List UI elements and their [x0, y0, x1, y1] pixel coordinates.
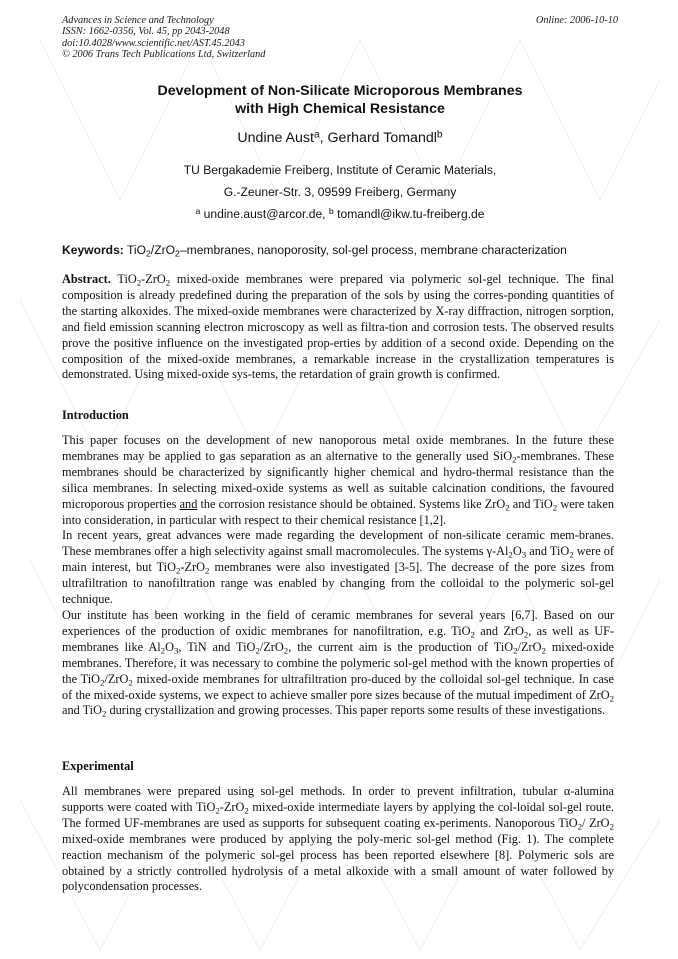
journal-header — [62, 15, 618, 61]
intro-paragraph-3: Our institute has been working in the field of ceramic membranes for several years [6,7]. Based on our experiences of the production of oxidic membranes for nanofiltration, e.g. TiO$_2$ and ZrO$_2$, as well as UF-membranes like $Al_2O_3$, TiN and TiO$_2$/ZrO$_2$, the current aim is the production of TiO$_2$/ZrO$_2$ mixed-oxide membranes. Therefore, it was necessary to combine the polymeric sol-gel method with the known properties of the TiO$_2$/ZrO$_2$ mixed-oxide membranes for ultrafiltration pro-duced by the colloidal sol-gel technique. In case of the mixed-oxide systems, we expect to achieve smaller pore sizes because of the mutual impediment of ZrO$_2$ and TiO$_2$ during crystallization and growing processes. This paper reports some results of these investigations. — [62, 607, 615, 720]
issn-line: ISSN: 1662-0356, Vol. 45, pp 2043-2048 — [62, 26, 230, 38]
experimental-heading: Experimental — [62, 759, 134, 773]
author-1-mark: a — [313, 129, 320, 141]
author-2-mark: b — [436, 129, 443, 141]
author-1: Undine Aust — [237, 130, 314, 146]
experimental-body — [62, 784, 614, 895]
abstract — [62, 272, 614, 383]
journal-name: Advances in Science and Technology — [62, 15, 214, 26]
author-list — [62, 130, 618, 146]
online-date: Online: 2006-10-10 — [535, 15, 618, 26]
introduction-body — [62, 433, 614, 719]
title-line-2: with High Chemical Resistance — [235, 100, 445, 117]
abstract-label: Abstract. — [62, 272, 111, 286]
email-a-mark: a — [195, 206, 201, 217]
intro-paragraph-1: This paper focuses on the development of new nanoporous metal oxide membranes. In the future these membranes may be applied to gas separation as an alternative to the generally used SiO$_2$-membranes. These membranes should be characterized by significantly higher chemical and hydro-thermal resistance than the silica membranes. In selecting mixed-oxide systems as well as suitable calcination conditions, the favoured microporous properties and the corrosion resistance should be obtained. Systems like ZrO$_2$ and TiO$_2$ were taken into consideration, in particular with respect to their chemical resistance [1,2]. — [62, 433, 614, 527]
author-2: Gerhard Tomandl — [327, 130, 437, 146]
introduction-heading: Introduction — [62, 408, 129, 422]
doi-line: doi:10.4028/www.scientific.net/AST.45.2043 — [62, 37, 245, 49]
paper-title — [62, 83, 618, 118]
keywords: Keywords: TiO$_2$/ZrO$_2$–membranes, nanoporosity, sol-gel process, membrane characterization — [62, 243, 567, 259]
email-b[interactable]: tomandl@ikw.tu-freiberg.de — [333, 207, 485, 221]
author-separator: , — [319, 130, 328, 146]
email-b-mark: b — [328, 206, 334, 217]
keywords-label: Keywords: — [62, 243, 124, 257]
title-line-1: Development of Non-Silicate Microporous Membranes — [157, 83, 523, 99]
affiliation-line-2: G.-Zeuner-Str. 3, 09599 Freiberg, Germany — [223, 185, 457, 199]
email-line — [62, 207, 618, 221]
experimental-paragraph-1: All membranes were prepared using sol-gel methods. In order to prevent infiltration, tubular α-alumina supports were coated with TiO$_2$-ZrO$_2$ mixed-oxide intermediate layers by applying the col-loidal sol-gel route. The formed UF-membranes are used as supports for subsequent coating ex-periments. Nanoporous TiO$_2$/ ZrO$_2$ mixed-oxide membranes were produced by applying the poly-meric sol-gel method (Fig. 1). The complete reaction mechanism of the polymeric sol-gel process has been reported elsewhere [8]. Polymeric sols are obtained by a strictly controlled hydrolysis of a metal alkoxide with a small amount of water followed by polycondensation processes. — [62, 784, 614, 894]
email-a[interactable]: undine.aust@arcor.de, — [200, 207, 329, 221]
abstract-text: Abstract. TiO$_2$-ZrO$_2$ mixed-oxide membranes were prepared via polymeric sol-gel technique. The final composition is already predefined during the preparation of the sols by using the corres-ponding quantities of the starting alkoxides. The mixed-oxide membranes were characterized by X-ray diffraction, nitrogen sorption, and field emission scanning electron microscopy as well as filtra-tion and corrosion tests. The observed results prove the positive influence on the investigated prop-erties by addition of a second oxide. Depending on the composition of the mixed-oxide membranes, a remarkable increase in the crystallization temperatures is demonstrated. Using mixed-oxide sys-tems, the retardation of grain growth is confirmed. — [62, 272, 615, 382]
affiliation-line-1: TU Bergakademie Freiberg, Institute of Ceramic Materials, — [183, 163, 497, 177]
copyright-line: © 2006 Trans Tech Publications Ltd, Switzerland — [62, 49, 266, 61]
intro-paragraph-2: In recent years, great advances were made regarding the development of non-silicate ceramic mem-branes. These membranes offer a high selectivity against small macromolecules. The systems $\gamma-Al_2O_3$ and TiO$_2$ were of main interest, but TiO$_2$-ZrO$_2$ membranes were also investigated [3-5]. The decrease of the pore sizes from ultrafiltration to nanofiltration range was enabled by changing from the colloidal to the polymeric sol-gel technique. — [62, 528, 615, 607]
